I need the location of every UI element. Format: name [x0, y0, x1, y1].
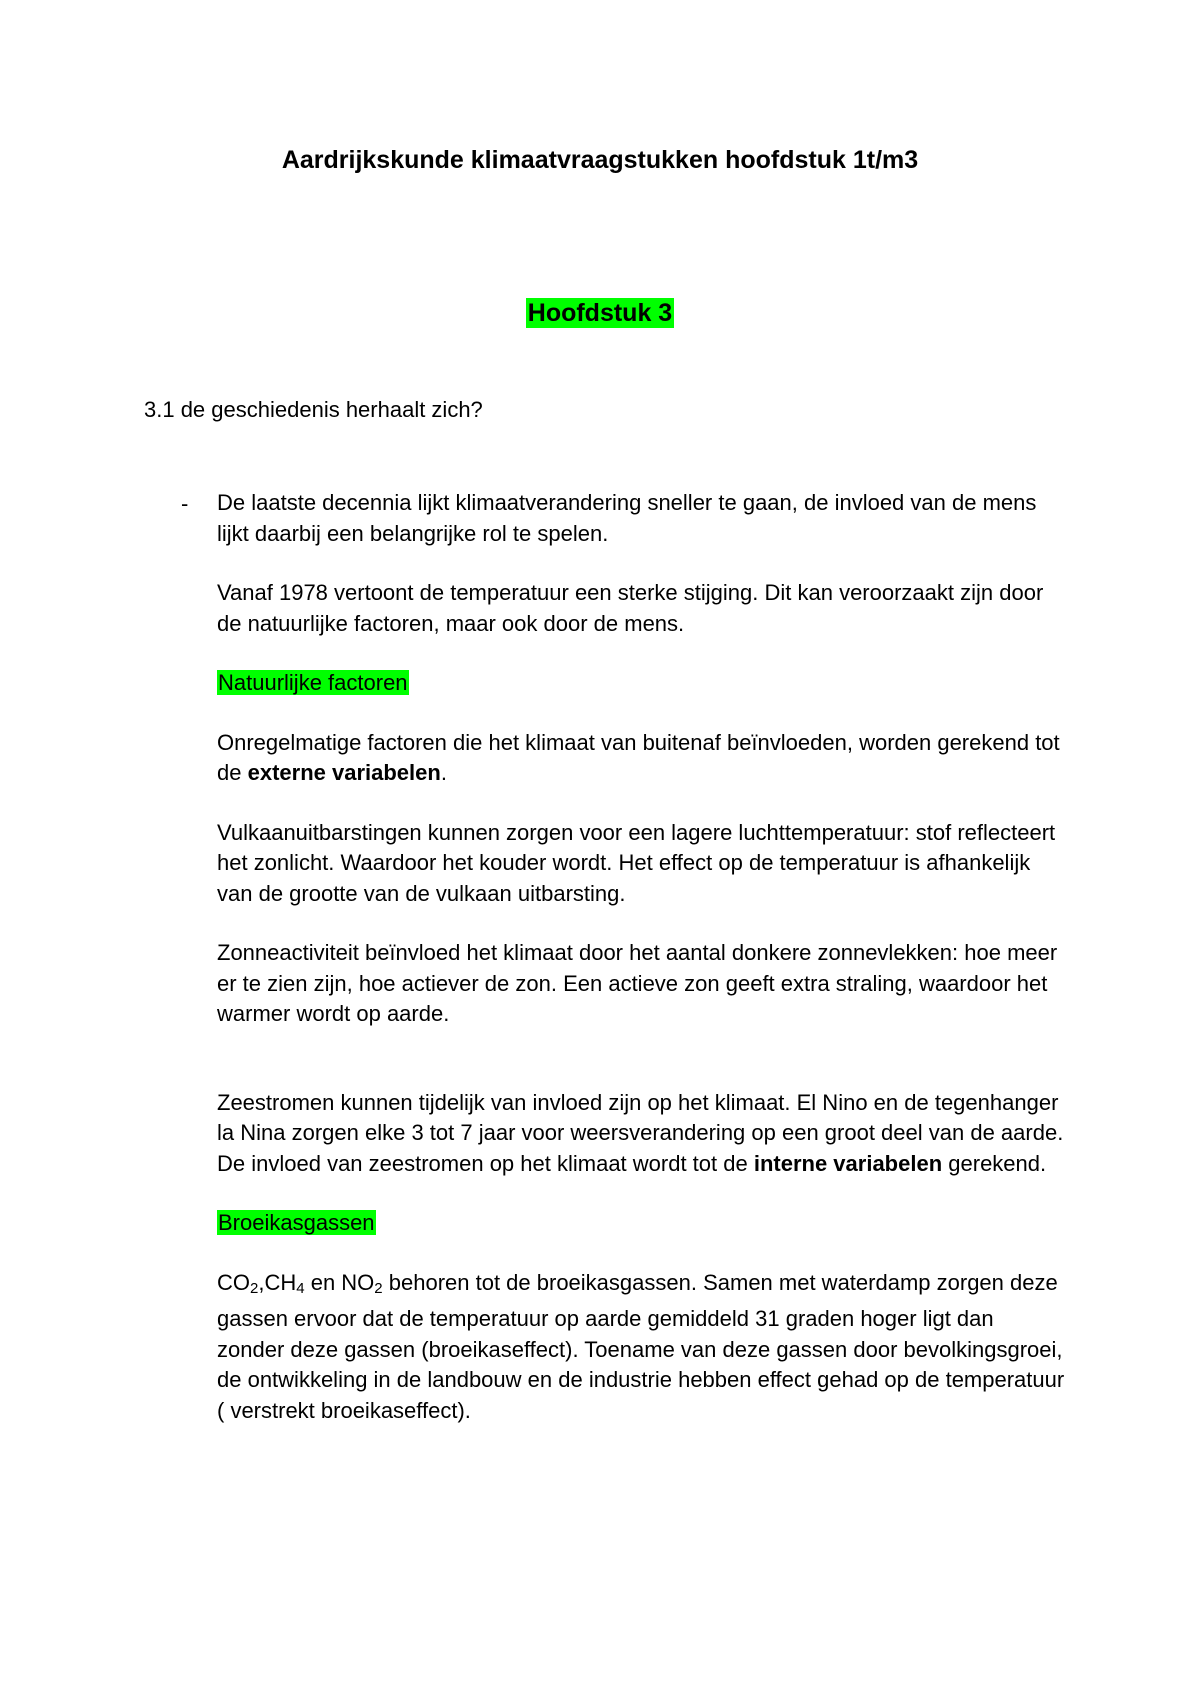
paragraph-decennia: De laatste decennia lijkt klimaatverandering sneller te gaan, de invloed van de mens lijkt daarbij een belangrijke rol te spelen.: [217, 490, 1037, 546]
formula-comma: ,: [258, 1269, 265, 1295]
subscript-2-co: 2: [250, 1279, 259, 1297]
formula-co: CO: [217, 1269, 250, 1295]
chapter-heading: [0, 297, 1200, 330]
subheading-natuurlijke-highlight: Natuurlijke factoren: [218, 670, 408, 695]
subheading-broeikas-highlight: Broeikasgassen: [218, 1210, 375, 1235]
subheading-broeikasgassen: [217, 1208, 1067, 1239]
paragraph-vulkaan: Vulkaanuitbarstingen kunnen zorgen voor een lagere luchttemperatuur: stof reflecteert het zonlicht. Waardoor het kouder wordt. Het effect op de temperatuur is afhankelijk van de grootte van de vulkaan uitbarsting.: [217, 819, 1056, 906]
formula-en-no: en NO: [304, 1269, 375, 1295]
externe-text-before: Onregelmatige factoren die het klimaat van buitenaf beïnvloeden, worden gerekend tot de: [217, 729, 1060, 785]
paragraph-externe-variabelen: [217, 728, 1067, 789]
zeestromen-text-after: gerekend.: [942, 1150, 1047, 1176]
paragraph-temperatuur: Vanaf 1978 vertoont de temperatuur een sterke stijging. Dit kan veroorzaakt zijn door de natuurlijke factoren, maar ook door de mens.: [217, 580, 1044, 636]
zeestromen-text-before: Zeestromen kunnen tijdelijk van invloed zijn op het klimaat. El Nino en de tegenhanger la Nina zorgen elke 3 tot 7 jaar voor weersverandering op een groot deel van de aarde. De invloed van zeestromen op het klimaat wordt tot de: [217, 1089, 1064, 1176]
formula-ch: CH: [264, 1269, 297, 1295]
externe-text-after: .: [440, 760, 447, 785]
section-title: 3.1 de geschiedenis herhaalt zich?: [144, 397, 483, 422]
paragraph-broeikasgassen: [217, 1268, 1067, 1427]
interne-variabelen-term: interne variabelen: [753, 1150, 943, 1176]
chapter-heading-highlight: Hoofdstuk 3: [527, 299, 673, 327]
subscript-2-no: 2: [374, 1279, 383, 1297]
paragraph-zeestromen: [217, 1088, 1067, 1180]
broeikas-text-rest: behoren tot de broeikasgassen. Samen met waterdamp zorgen deze gassen ervoor dat de temperatuur op aarde gemiddeld 31 graden hoger ligt dan zonder deze gassen (broeikaseffect). Toename van deze gassen door bevolkingsgroei, de ontwikkeling in de landbouw en de industrie hebben effect gehad op de temperatuur ( verstrekt broeikaseffect).: [217, 1269, 1065, 1423]
document-title: Aardrijkskunde klimaatvraagstukken hoofdstuk 1t/m3: [281, 146, 919, 174]
bullet-marker: -: [181, 491, 189, 516]
subscript-4-ch: 4: [296, 1279, 305, 1297]
externe-variabelen-term: externe variabelen: [247, 760, 441, 785]
section-body: [217, 488, 1067, 1426]
subheading-natuurlijke-factoren: [217, 668, 1067, 699]
paragraph-zonneactiviteit: Zonneactiviteit beïnvloed het klimaat door het aantal donkere zonnevlekken: hoe meer er te zien zijn, hoe actiever de zon. Een actieve zon geeft extra straling, waardoor het warmer wordt op aarde.: [217, 940, 1058, 1026]
